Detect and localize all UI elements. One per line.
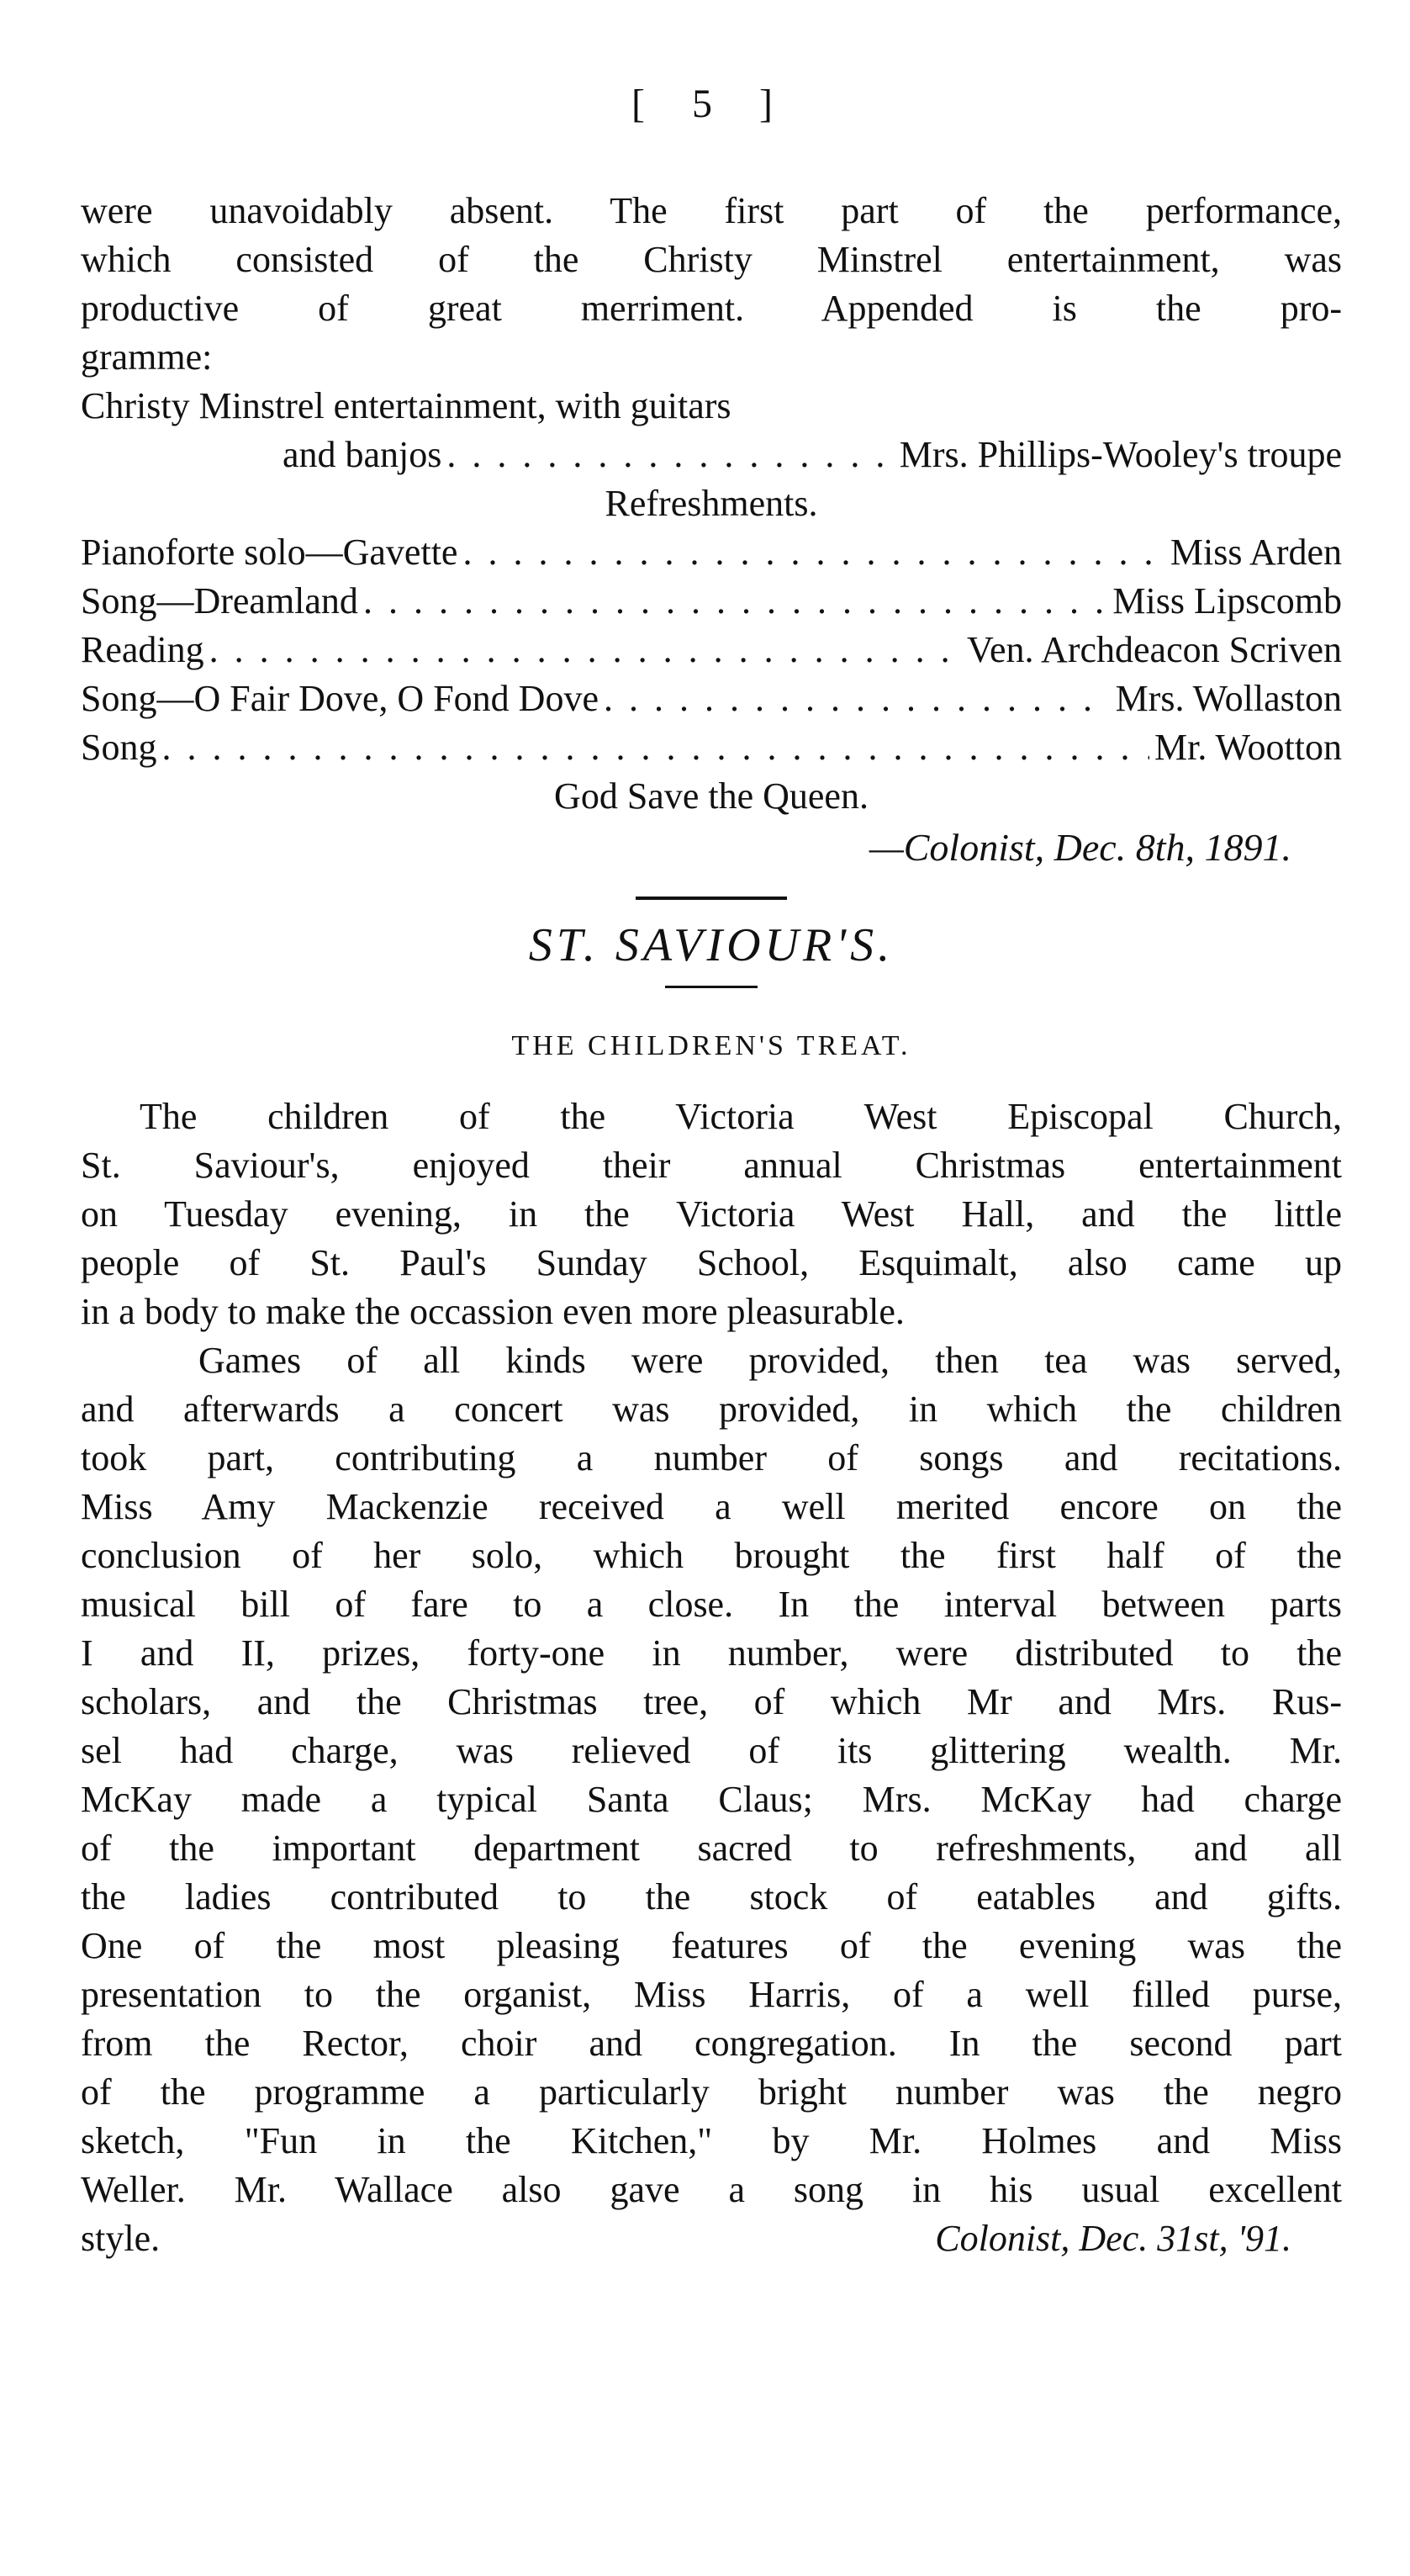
paragraph-line: Miss Amy Mackenzie received a well merited encore on the (81, 1486, 1342, 1527)
paragraph-line: presentation to the organist, Miss Harris, of a well filled purse, (81, 1974, 1342, 2015)
programme-item-first-cont (81, 431, 1342, 479)
intro-line: were unavoidably absent. The first part of the performance, (81, 190, 1342, 231)
paragraph (81, 1092, 1342, 1336)
programme-item-first: Christy Minstrel entertainment, with guitars (81, 385, 731, 426)
paragraph-line: the ladies contributed to the stock of eatables and gifts. (81, 1876, 1342, 1917)
paragraph-line: McKay made a typical Santa Claus; Mrs. McKay had charge (81, 1779, 1342, 1820)
programme-item (81, 528, 1342, 577)
programme-item-left: and banjos (283, 434, 442, 475)
paragraph-line: sketch, "Fun in the Kitchen," by Mr. Holmes and Miss (81, 2120, 1342, 2161)
programme-item-left: Song (81, 727, 157, 768)
paragraph-line: musical bill of fare to a close. In the interval between parts (81, 1584, 1342, 1625)
paragraph (81, 1336, 1342, 2263)
paragraph-line: from the Rector, choir and congregation. In the second part (81, 2023, 1342, 2064)
section-title: ST. SAVIOUR'S. (528, 919, 895, 971)
paragraph-line: scholars, and the Christmas tree, of which Mr and Mrs. Rus- (81, 1681, 1342, 1722)
leader-dots (161, 723, 1149, 772)
leader-dots (209, 626, 962, 674)
programme-refreshments: Refreshments. (605, 483, 818, 524)
attribution: —Colonist, Dec. 8th, 1891. (869, 826, 1291, 869)
programme-item-right: Miss Lipscomb (1112, 580, 1342, 622)
paragraph-line: I and II, prizes, forty-one in number, were distributed to the (81, 1632, 1342, 1674)
leader-dots (446, 431, 894, 479)
programme-item (81, 577, 1342, 626)
programme-item (81, 626, 1342, 674)
programme-item-left: Pianoforte solo—Gavette (81, 532, 458, 573)
programme-item (81, 723, 1342, 772)
paragraph-line: in a body to make the occassion even more pleasurable. (81, 1291, 905, 1332)
paragraph-last-line (81, 2214, 1342, 2263)
leader-dots (604, 674, 1111, 723)
paragraph-line: One of the most pleasing features of the evening was the (81, 1925, 1342, 1966)
programme-item-left: Song—O Fair Dove, O Fond Dove (81, 678, 599, 719)
programme-item-right: Mr. Wootton (1154, 727, 1342, 768)
programme-item-left: Reading (81, 629, 204, 670)
page-number: [ 5 ] (631, 82, 791, 126)
attribution: Colonist, Dec. 31st, '91. (935, 2218, 1291, 2259)
programme-item-right: Mrs. Phillips-Wooley's troupe (899, 434, 1342, 475)
programme-item-right: Ven. Archdeacon Scriven (967, 629, 1342, 670)
paragraph-line: St. Saviour's, enjoyed their annual Christmas entertainment (81, 1145, 1342, 1186)
text-body (81, 187, 1342, 2263)
programme-item-left: Song—Dreamland (81, 580, 358, 622)
paragraph-line: people of St. Paul's Sunday School, Esquimalt, also came up (81, 1242, 1342, 1283)
leader-dots (363, 577, 1107, 626)
paragraph-line: The children of the Victoria West Episcopal Church, (140, 1096, 1342, 1137)
programme-item (81, 674, 1342, 723)
leader-dots (462, 528, 1164, 577)
paragraph-line: Games of all kinds were provided, then tea was served, (198, 1340, 1342, 1381)
paragraph-line: Weller. Mr. Wallace also gave a song in his usual excellent (81, 2169, 1342, 2210)
paragraph-line: took part, contributing a number of songs and recitations. (81, 1437, 1342, 1478)
programme-closing: God Save the Queen. (554, 775, 869, 817)
paragraph-line: of the important department sacred to refreshments, and all (81, 1828, 1342, 1869)
paragraph-line: and afterwards a concert was provided, in which the children (81, 1389, 1342, 1430)
programme-item-right: Miss Arden (1170, 532, 1342, 573)
paragraph-line: of the programme a particularly bright number was the negro (81, 2071, 1342, 2113)
paragraph-line: conclusion of her solo, which brought the first half of the (81, 1535, 1342, 1576)
programme (81, 382, 1342, 821)
paragraph-line: sel had charge, was relieved of its glittering wealth. Mr. (81, 1730, 1342, 1771)
subheading: THE CHILDREN'S TREAT. (511, 1030, 911, 1061)
paragraph-line: on Tuesday evening, in the Victoria West Hall, and the little (81, 1193, 1342, 1235)
intro-line: which consisted of the Christy Minstrel entertainment, was (81, 239, 1342, 280)
programme-item-right: Mrs. Wollaston (1115, 678, 1342, 719)
intro-line: gramme: (81, 336, 213, 378)
intro-line: productive of great merriment. Appended is the pro- (81, 288, 1342, 329)
paragraph-line: style. (81, 2218, 161, 2259)
